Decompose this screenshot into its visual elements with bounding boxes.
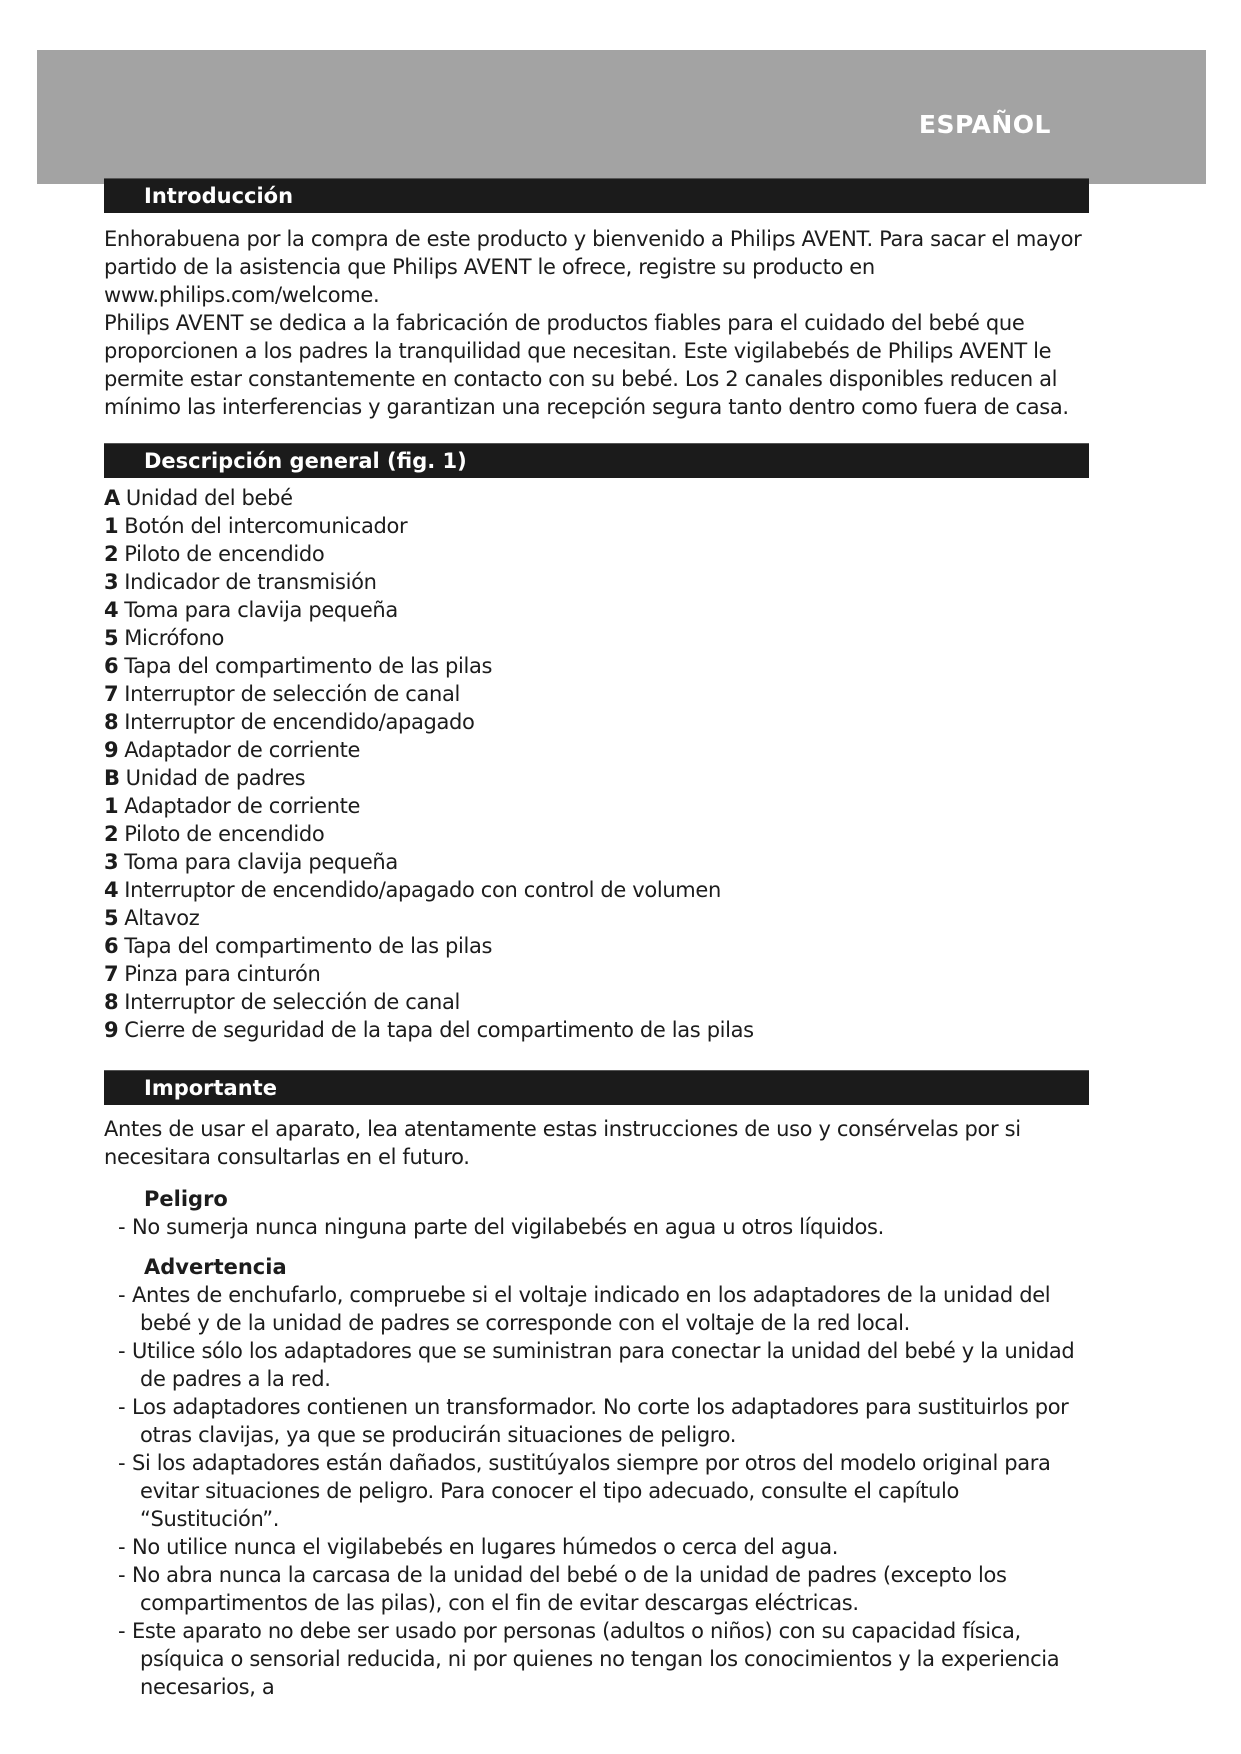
item-text: Interruptor de selección de canal (124, 682, 460, 706)
item-number: 3 (104, 850, 119, 874)
item-text: Toma para clavija pequeña (124, 598, 398, 622)
list-item (104, 1016, 1089, 1044)
important-section (104, 1070, 1089, 1701)
bullet-item (104, 1213, 1089, 1241)
list-item (104, 568, 1089, 596)
item-number: 9 (104, 738, 119, 762)
item-number: 4 (104, 878, 119, 902)
list-item (104, 848, 1089, 876)
bullet-dash: - (118, 1215, 126, 1239)
bullet-text: No utilice nunca el vigilabebés en lugares húmedos o cerca del agua. (132, 1535, 839, 1559)
bullet-text: Si los adaptadores están dañados, sustitúyalos siempre por otros del modelo original para evitar situaciones de peligro. Para conocer el tipo adecuado, consulte el capítulo “Sustitución”. (132, 1451, 1051, 1531)
item-number: 2 (104, 542, 119, 566)
item-number: 6 (104, 654, 119, 678)
list-item (104, 512, 1089, 540)
bullet-dash: - (118, 1395, 126, 1419)
item-text: Adaptador de corriente (124, 794, 361, 818)
item-number: 9 (104, 1018, 119, 1042)
list-item (104, 624, 1089, 652)
item-text: Piloto de encendido (124, 822, 325, 846)
bullet-text: Los adaptadores contienen un transformador. No corte los adaptadores para sustituirlos por otras clavijas, ya que se producirán situaciones de peligro. (132, 1395, 1069, 1447)
item-number: B (104, 766, 120, 790)
bullet-dash: - (118, 1563, 126, 1587)
intro-paragraph-2: Philips AVENT se dedica a la fabricación de productos fiables para el cuidado del bebé que proporcionen a los padres la tranquilidad que necesitan. Este vigilabebés de Philips AVENT le permite estar constantemente en contacto con su bebé. Los 2 canales disponibles reducen al mínimo las interferencias y garantizan una recepción segura tanto dentro como fuera de casa. (104, 311, 1069, 419)
item-text: Unidad de padres (125, 766, 306, 790)
item-text: Unidad del bebé (125, 486, 293, 510)
bullet-dash: - (118, 1619, 126, 1643)
bullet-item (104, 1449, 1089, 1533)
item-number: 7 (104, 962, 119, 986)
item-number: 7 (104, 682, 119, 706)
item-text: Piloto de encendido (124, 542, 325, 566)
bullet-item (104, 1393, 1089, 1449)
bullet-dash: - (118, 1283, 126, 1307)
item-text: Toma para clavija pequeña (124, 850, 398, 874)
list-item (104, 764, 1089, 792)
list-item (104, 904, 1089, 932)
bullet-text: No sumerja nunca ninguna parte del vigilabebés en agua u otros líquidos. (132, 1215, 884, 1239)
item-text: Interruptor de encendido/apagado (124, 710, 475, 734)
language-label: ESPAÑOL (918, 110, 1051, 139)
bullet-text: Este aparato no debe ser usado por personas (adultos o niños) con su capacidad física, psíquica o sensorial reducida, ni por quienes no tengan los conocimientos y la experiencia necesarios, a (132, 1619, 1060, 1699)
list-item (104, 708, 1089, 736)
item-text: Altavoz (124, 906, 200, 930)
list-item (104, 792, 1089, 820)
item-text: Indicador de transmisión (124, 570, 377, 594)
bullet-item (104, 1281, 1089, 1337)
bullet-text: Antes de enchufarlo, compruebe si el voltaje indicado en los adaptadores de la unidad del bebé y de la unidad de padres se corresponde con el voltaje de la red local. (132, 1283, 1051, 1335)
item-text: Cierre de seguridad de la tapa del compartimento de las pilas (124, 1018, 754, 1042)
item-text: Adaptador de corriente (124, 738, 361, 762)
list-item (104, 960, 1089, 988)
overview-list (104, 484, 1089, 1044)
bullet-dash: - (118, 1535, 126, 1559)
item-number: 8 (104, 710, 119, 734)
bullet-item (104, 1337, 1089, 1393)
bullet-item (104, 1617, 1089, 1701)
item-number: 5 (104, 626, 119, 650)
item-number: 8 (104, 990, 119, 1014)
danger-list (104, 1213, 1089, 1241)
item-number: 5 (104, 906, 119, 930)
list-item (104, 932, 1089, 960)
warning-list (104, 1281, 1089, 1701)
intro-paragraph-1: Enhorabuena por la compra de este producto y bienvenido a Philips AVENT. Para sacar el mayor partido de la asistencia que Philips AVENT le ofrece, registre su producto en www.philips.com/welcome. (104, 227, 1082, 307)
warning-heading: Advertencia (144, 1255, 287, 1279)
overview-section (104, 443, 1089, 1044)
item-text: Interruptor de selección de canal (124, 990, 460, 1014)
list-item (104, 876, 1089, 904)
bullet-text: Utilice sólo los adaptadores que se suministran para conectar la unidad del bebé y la unidad de padres a la red. (132, 1339, 1075, 1391)
list-item (104, 820, 1089, 848)
item-text: Botón del intercomunicador (124, 514, 408, 538)
bullet-item (104, 1533, 1089, 1561)
section-heading-intro: Introducción (104, 178, 1089, 213)
danger-heading: Peligro (144, 1187, 228, 1211)
item-text: Interruptor de encendido/apagado con control de volumen (124, 878, 721, 902)
list-item (104, 540, 1089, 568)
item-text: Pinza para cinturón (124, 962, 321, 986)
item-text: Tapa del compartimento de las pilas (124, 934, 493, 958)
list-item (104, 988, 1089, 1016)
list-item (104, 680, 1089, 708)
list-item (104, 484, 1089, 512)
bullet-dash: - (118, 1451, 126, 1475)
list-item (104, 736, 1089, 764)
item-number: 1 (104, 794, 119, 818)
intro-section (104, 178, 1089, 421)
list-item (104, 652, 1089, 680)
item-number: 3 (104, 570, 119, 594)
bullet-text: No abra nunca la carcasa de la unidad del bebé o de la unidad de padres (excepto los compartimentos de las pilas), con el fin de evitar descargas eléctricas. (132, 1563, 1007, 1615)
bullet-dash: - (118, 1339, 126, 1363)
item-number: 4 (104, 598, 119, 622)
item-number: 2 (104, 822, 119, 846)
item-text: Micrófono (124, 626, 225, 650)
section-heading-important: Importante (104, 1070, 1089, 1105)
item-number: A (104, 486, 120, 510)
item-number: 1 (104, 514, 119, 538)
item-text: Tapa del compartimento de las pilas (124, 654, 493, 678)
item-number: 6 (104, 934, 119, 958)
bullet-item (104, 1561, 1089, 1617)
important-paragraph: Antes de usar el aparato, lea atentamente estas instrucciones de uso y consérvelas por si necesitara consultarlas en el futuro. (104, 1117, 1021, 1169)
section-heading-overview: Descripción general (fig. 1) (104, 443, 1089, 478)
list-item (104, 596, 1089, 624)
